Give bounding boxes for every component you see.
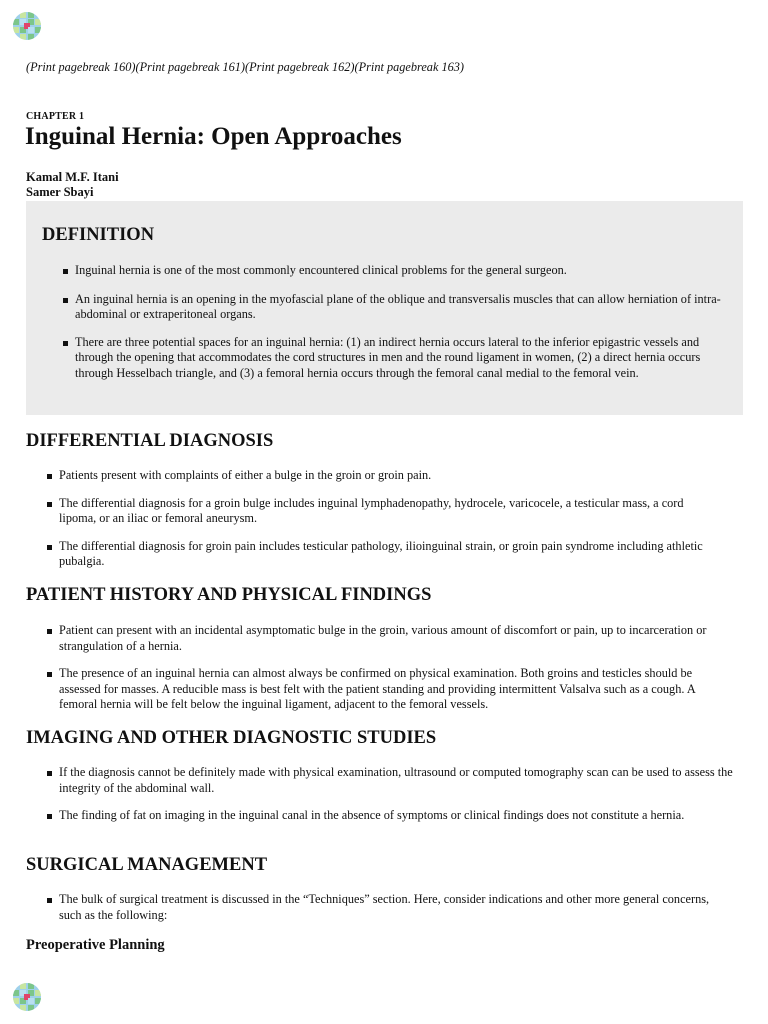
- list-item: The presence of an inguinal hernia can almost always be confirmed on physical examination. Both groins and testicles should be assessed for masses. A reducible mass is best felt with the patient standing and providing intermittent Valsalva such as a cough. A femoral hernia will be felt below the inguinal ligament, adjacent to the femoral vessels.: [26, 666, 726, 713]
- author-name: Samer Sbayi: [26, 185, 94, 199]
- section-heading-surgical: SURGICAL MANAGEMENT: [26, 855, 268, 875]
- differential-list: [26, 468, 722, 570]
- definition-list: [42, 263, 722, 381]
- list-item: There are three potential spaces for an inguinal hernia: (1) an indirect hernia occurs lateral to the inferior epigastric vessels and through the opening that accommodates the cord structures in men and the round ligament in women, (2) a direct hernia occurs through Hesselbach triangle, and (3) a femoral hernia occurs through the femoral canal medial to the femoral vein.: [42, 335, 722, 382]
- publisher-logo-icon: [12, 982, 42, 1012]
- list-item: The finding of fat on imaging in the inguinal canal in the absence of symptoms or clinical findings does not constitute a hernia.: [26, 808, 746, 824]
- list-item: Patients present with complaints of either a bulge in the groin or groin pain.: [26, 468, 722, 484]
- section-heading-history: PATIENT HISTORY AND PHYSICAL FINDINGS: [26, 585, 432, 605]
- section-heading-imaging: IMAGING AND OTHER DIAGNOSTIC STUDIES: [26, 728, 437, 748]
- author-list: [26, 170, 119, 200]
- surgical-list: [26, 892, 726, 923]
- subheading-preoperative-planning: Preoperative Planning: [26, 937, 165, 953]
- print-pagebreak-markers: (Print pagebreak 160)(Print pagebreak 161)(Print pagebreak 162)(Print pagebreak 163): [26, 60, 465, 74]
- history-list: [26, 623, 726, 713]
- chapter-title: Inguinal Hernia: Open Approaches: [25, 123, 402, 150]
- list-item: The differential diagnosis for groin pain includes testicular pathology, ilioinguinal strain, or groin pain syndrome including athletic pubalgia.: [26, 539, 722, 570]
- author-name: Kamal M.F. Itani: [26, 170, 119, 184]
- definition-box: [26, 201, 743, 415]
- publisher-logo-icon: [12, 11, 42, 41]
- imaging-list: [26, 765, 746, 824]
- section-heading-definition: DEFINITION: [42, 225, 155, 245]
- list-item: An inguinal hernia is an opening in the myofascial plane of the oblique and transversalis muscles that can allow herniation of intra-abdominal or extraperitoneal organs.: [42, 292, 722, 323]
- section-heading-differential: DIFFERENTIAL DIAGNOSIS: [26, 431, 274, 451]
- chapter-label: CHAPTER 1: [26, 111, 85, 122]
- list-item: Inguinal hernia is one of the most commonly encountered clinical problems for the general surgeon.: [42, 263, 722, 279]
- list-item: Patient can present with an incidental asymptomatic bulge in the groin, various amount of discomfort or pain, up to incarceration or strangulation of a hernia.: [26, 623, 726, 654]
- list-item: If the diagnosis cannot be definitely made with physical examination, ultrasound or computed tomography scan can be used to assess the integrity of the abdominal wall.: [26, 765, 746, 796]
- list-item: The differential diagnosis for a groin bulge includes inguinal lymphadenopathy, hydrocele, varicocele, a testicular mass, a cord lipoma, or an iliac or femoral aneurysm.: [26, 496, 722, 527]
- list-item: The bulk of surgical treatment is discussed in the “Techniques” section. Here, consider indications and other more general concerns, such as the following:: [26, 892, 726, 923]
